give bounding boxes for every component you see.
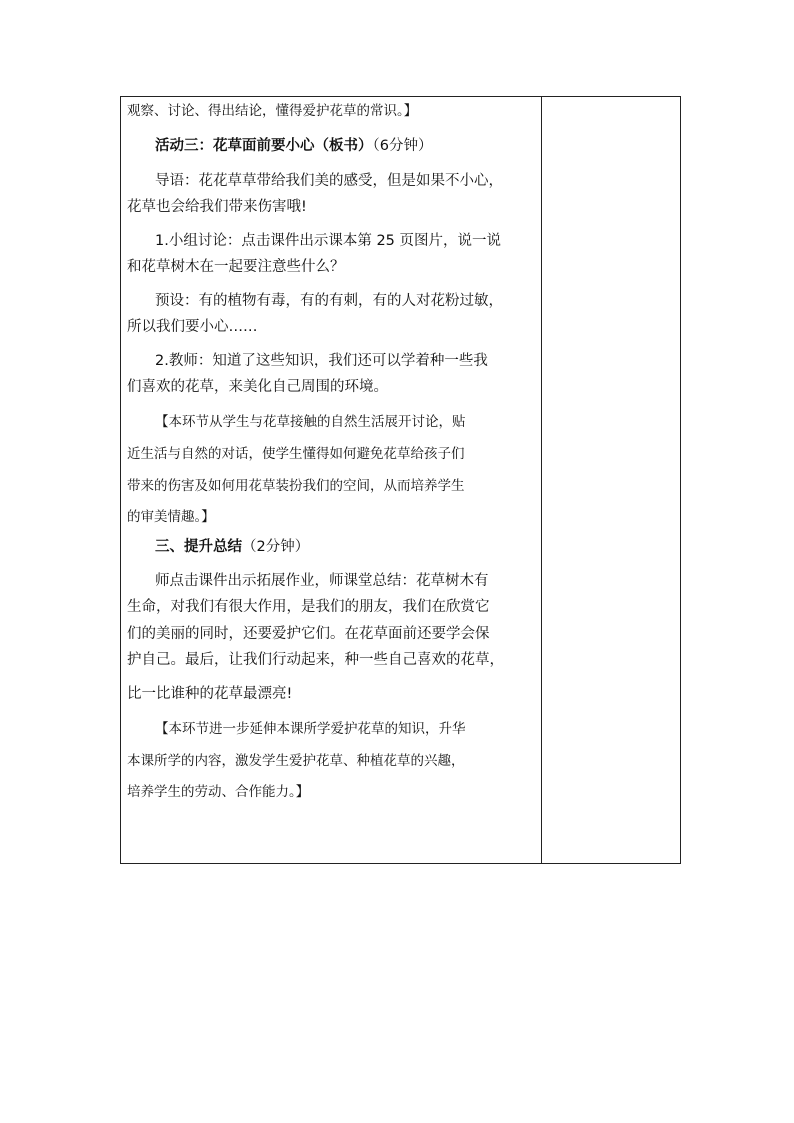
text-line: 2.教师：知道了这些知识，我们还可以学着种一些我: [155, 353, 488, 369]
note-line: 【本环节进一步延伸本课所学爱护花草的知识，升华: [155, 721, 466, 737]
note-line: 本课所学的内容，激发学生爱护花草、种植花草的兴趣，: [127, 753, 465, 769]
text-line: 花草也会给我们带来伤害哦!: [127, 199, 307, 215]
summary-heading: [155, 537, 309, 557]
text-line: 生命，对我们有很大作用，是我们的朋友，我们在欣赏它: [127, 599, 490, 615]
lesson-table: [120, 96, 681, 864]
text-line: 预设：有的植物有毒，有的有刺，有的人对花粉过敏，: [155, 293, 503, 309]
text-line: 们的美丽的同时，还要爱护它们。在花草面前还要学会保: [127, 626, 490, 642]
note-line: 带来的伤害及如何用花草装扮我们的空间，从而培养学生: [127, 478, 465, 494]
heading-duration: （6分钟）: [372, 138, 433, 154]
text-line: 所以我们要小心……: [127, 319, 258, 335]
text-line: 导语：花花草草带给我们美的感受，但是如果不小心，: [155, 173, 503, 189]
activity-three-heading: [155, 136, 432, 156]
text-line: 比一比谁种的花草最漂亮!: [127, 686, 293, 702]
note-line: 【本环节从学生与花草接触的自然生活展开讨论，贴: [155, 414, 466, 430]
heading-bold: 三、提升总结: [155, 539, 242, 555]
text-line: 护自己。最后，让我们行动起来，种一些自己喜欢的花草，: [127, 652, 504, 668]
text-line: 和花草树木在一起要注意些什么？: [127, 259, 345, 275]
note-line: 的审美情趣。】: [127, 509, 215, 525]
text-line: 1.小组讨论：点击课件出示课本第 25 页图片，说一说: [155, 233, 502, 249]
note-line: 近生活与自然的对话，使学生懂得如何避免花草给孩子们: [127, 446, 465, 462]
text-line: 师点击课件出示拓展作业，师课堂总结：花草树木有: [155, 573, 489, 589]
column-divider: [541, 97, 542, 863]
heading-bold: 活动三：花草面前要小心（板书）: [155, 138, 373, 154]
note-line: 培养学生的劳动、合作能力。】: [127, 784, 310, 800]
heading-duration: （2分钟）: [242, 539, 310, 555]
text-line: 们喜欢的花草，来美化自己周围的环境。: [127, 379, 388, 395]
text-line: 观察、讨论、得出结论，懂得爱护花草的常识。】: [127, 103, 418, 119]
